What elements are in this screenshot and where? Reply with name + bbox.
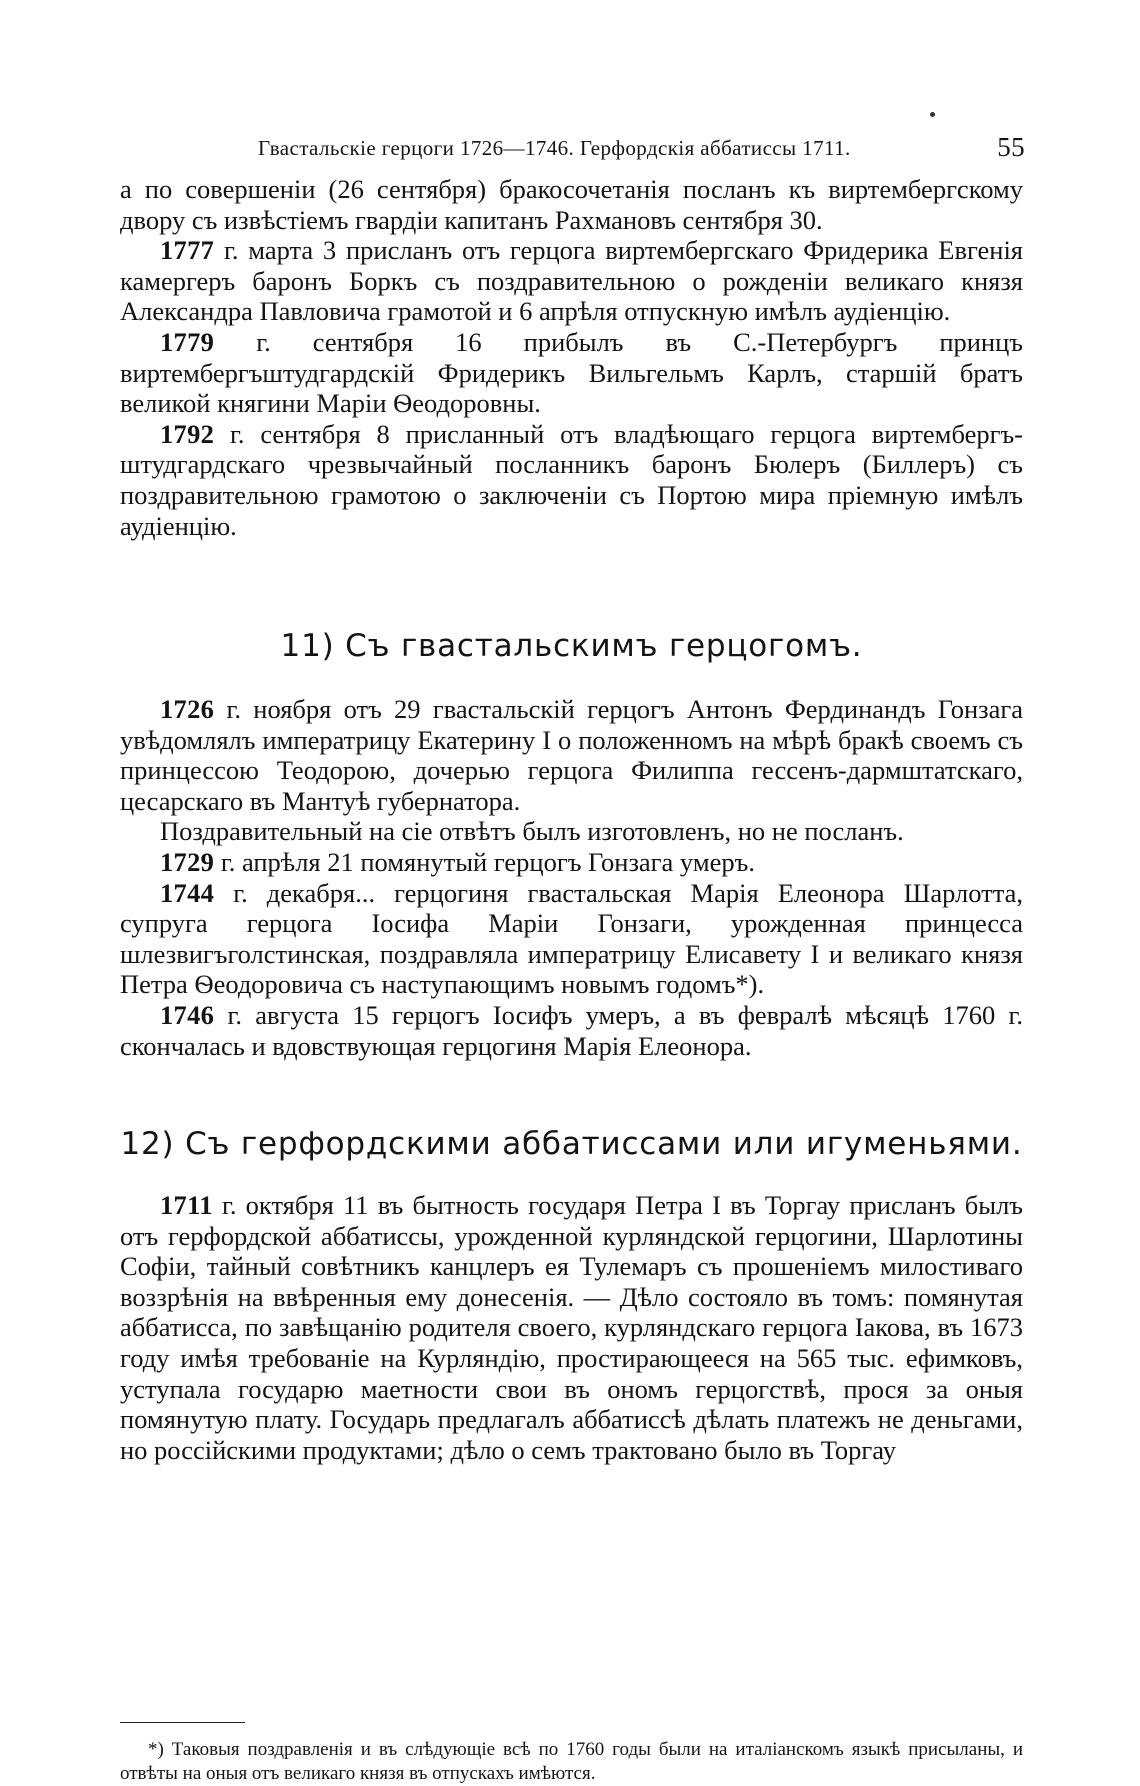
footnote-rule — [120, 1722, 245, 1723]
section-heading: 11) Съ гвастальскимъ герцогомъ. — [280, 628, 863, 664]
paragraph-text: г. октября 11 въ бытность государя Петра I въ Торгау присланъ былъ отъ герфордской аббатиссы, урожденной курляндской герцогини, Шарлотины Софіи, тайный совѣтникъ канцлеръ ея Тулемаръ съ прошеніемъ милостиваго воззрѣнія на ввѣренныя ему донесенія. — Дѣло состояло въ томъ: помянутая аббатисса, по завѣщанію родителя своего, курляндскаго герцога Іакова, въ 1673 году имѣя требованіе на Курляндію, простирающееся на 565 тыс. ефимковъ, уступала государю маетности свои въ ономъ герцогствѣ, прося за оныя помянутую плату. Государь предлагалъ аббатиссѣ дѣлать платежъ не деньгами, но россійскими продуктами; дѣло о семъ трактовано было въ Торгау — [120, 1190, 1023, 1465]
paragraph-text: г. сентября 8 присланный отъ владѣющаго герцога виртембергъ-штудгардскаго чрезвычайный посланникъ баронъ Бюлеръ (Биллеръ) съ поздравительною грамотою о заключеніи съ Портою мира пріемную имѣлъ аудіенцію. — [120, 418, 1023, 541]
year: 1711 — [160, 1190, 213, 1220]
section-12-block — [120, 1190, 1023, 1465]
paragraph-text: Поздравительный на сіе отвѣтъ былъ изготовленъ, но не посланъ. — [160, 816, 904, 847]
paragraph — [120, 847, 1023, 878]
paragraph — [120, 235, 1023, 327]
paragraph — [120, 419, 1023, 541]
paragraph — [120, 1190, 1023, 1465]
section-11-block — [120, 694, 1023, 1061]
paragraph — [120, 816, 1023, 847]
paragraph — [120, 1000, 1023, 1061]
year: 1746 — [160, 999, 215, 1030]
paragraph-text: г. марта 3 присланъ отъ герцога виртембергскаго Фридерика Евгенія камергеръ баронъ Боркъ съ поздравительною о рожденіи великаго князя Александра Павловича грамотой и 6 апрѣля отпускную имѣлъ аудіенцію. — [120, 235, 1023, 327]
section-heading: 12) Съ герфордскими аббатиссами или игуменьями. — [120, 1126, 1023, 1162]
continuation-block — [120, 174, 1023, 541]
year: 1729 — [160, 846, 215, 877]
running-head-title: Гвастальскіе герцоги 1726—1746. Герфордскія аббатиссы 1711. — [258, 136, 851, 160]
paragraph-text: г. ноября отъ 29 гвастальскій герцогъ Антонъ Фердинандъ Гонзага увѣдомлялъ императрицу Екатерину I о положенномъ на мѣрѣ бракѣ своемъ съ принцессою Теодорою, дочерью герцога Филиппа гессенъ-дармштатскаго, цесарскаго въ Мантуѣ губернатора. — [120, 694, 1023, 816]
paragraph-text: а по совершеніи (26 сентября) бракосочетанія посланъ къ виртембергскому двору съ извѣстіемъ гвардіи капитанъ Рахмановъ сентября 30. — [120, 174, 1023, 235]
paragraph-text: г. сентября 16 прибылъ въ С.-Петербургъ принцъ виртембергъштудгардскій Фридерикъ Вильгельмъ Карлъ, старшій братъ великой княгини Маріи Ѳеодоровны. — [120, 326, 1023, 419]
page-number: 55 — [997, 132, 1025, 162]
paragraph — [120, 694, 1023, 816]
paragraph-text: г. декабря... герцогиня гвастальская Марія Елеонора Шарлотта, супруга герцога Іосифа Маріи Гонзаги, урожденная принцесса шлезвигъголстинская, поздравляла императрицу Елисавету I и великаго князя Петра Ѳеодоровича съ наступающимъ новымъ годомъ*). — [120, 877, 1023, 1000]
paragraph — [120, 327, 1023, 419]
paragraph-text: г. апрѣля 21 помянутый герцогъ Гонзага умеръ. — [214, 846, 755, 877]
year: 1777 — [160, 235, 215, 266]
paragraph — [120, 174, 1023, 235]
paragraph-text: г. августа 15 герцогъ Іосифъ умеръ, а въ февралѣ мѣсяцѣ 1760 г. скончалась и вдовствующая герцогиня Марія Елеонора. — [120, 999, 1023, 1061]
running-head — [120, 132, 1025, 166]
year: 1792 — [160, 418, 215, 449]
paragraph — [120, 878, 1023, 1000]
year: 1744 — [160, 877, 215, 908]
print-speck — [930, 112, 935, 117]
year: 1726 — [160, 694, 215, 724]
footnote: *) Таковыя поздравленія и въ слѣдующіе всѣ по 1760 годы были на италіанскомъ языкѣ присыланы, и отвѣты на оныя отъ великаго князя въ отпускахъ имѣются. — [120, 1739, 1023, 1784]
year: 1779 — [160, 326, 215, 357]
